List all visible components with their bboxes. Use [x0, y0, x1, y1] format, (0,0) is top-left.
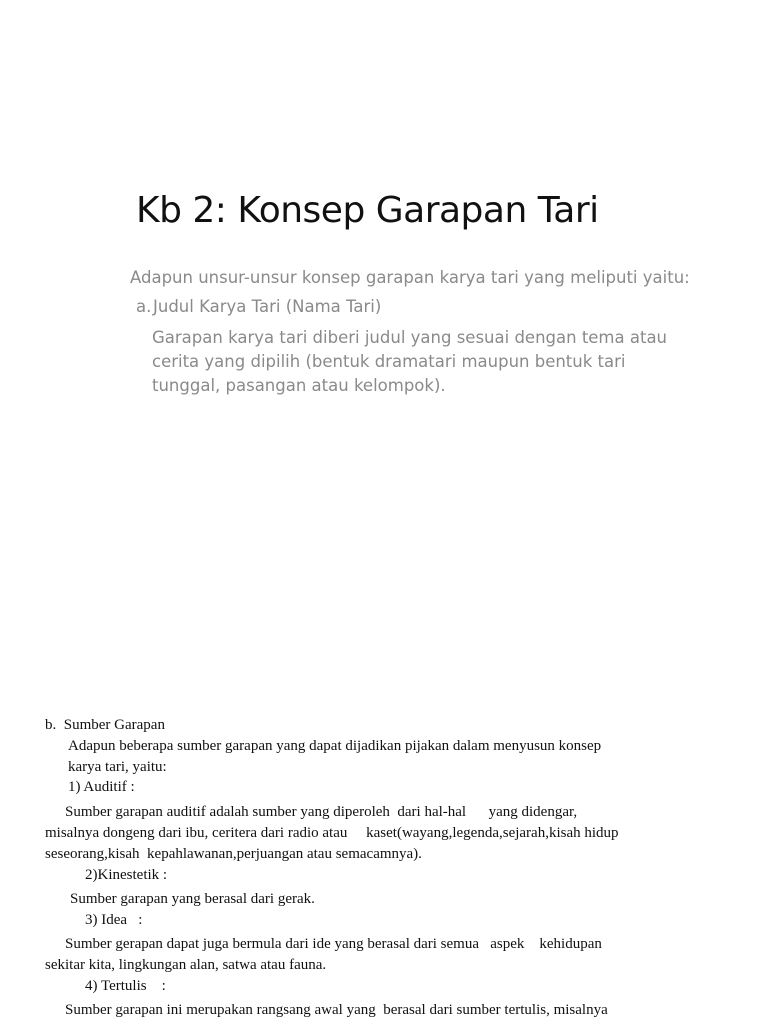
desc-line: cerita yang dipilih (bentuk dramatari maupun bentuk tari: [152, 352, 626, 371]
slide-item-a-description: [152, 326, 667, 398]
subheading-kinestetik: 2)Kinestetik :: [85, 867, 168, 883]
slide-intro-text: Adapun unsur-unsur konsep garapan karya tari yang meliputi yaitu:: [130, 268, 690, 287]
item-a-marker: a.: [136, 297, 152, 316]
paragraph-line: Sumber garapan auditif adalah sumber yang diperoleh dari hal-hal yang didengar,: [65, 804, 578, 820]
paragraph-line: Adapun beberapa sumber garapan yang dapat dijadikan pijakan dalam menyusun konsep: [68, 738, 602, 754]
paragraph-line: misalnya dongeng dari ibu, ceritera dari radio atau kaset(wayang,legenda,sejarah,kisah hidup: [45, 825, 619, 841]
paragraph-line: karya tari, yaitu:: [68, 759, 167, 775]
slide-item-a: [136, 297, 381, 316]
slide-title: Kb 2: Konsep Garapan Tari: [136, 190, 599, 231]
paragraph-line: sekitar kita, lingkungan alan, satwa atau fauna.: [45, 957, 327, 973]
paragraph-line: Sumber garapan ini merupakan rangsang awal yang berasal dari sumber tertulis, misalnya: [65, 1002, 608, 1018]
subheading-tertulis: 4) Tertulis :: [85, 978, 166, 994]
paragraph-line: Sumber gerapan dapat juga bermula dari ide yang berasal dari semua aspek kehidupan: [65, 936, 602, 952]
paragraph-line: Sumber garapan yang berasal dari gerak.: [70, 891, 315, 907]
subheading-idea: 3) Idea :: [85, 912, 143, 928]
item-a-label: Judul Karya Tari (Nama Tari): [153, 297, 382, 316]
paragraph-line: seseorang,kisah kepahlawanan,perjuangan atau semacamnya).: [45, 846, 422, 862]
section-b-heading: b. Sumber Garapan: [45, 717, 165, 733]
desc-line: Garapan karya tari diberi judul yang sesuai dengan tema atau: [152, 328, 668, 347]
subheading-auditif: 1) Auditif :: [68, 779, 135, 795]
desc-line: tunggal, pasangan atau kelompok).: [152, 376, 446, 395]
